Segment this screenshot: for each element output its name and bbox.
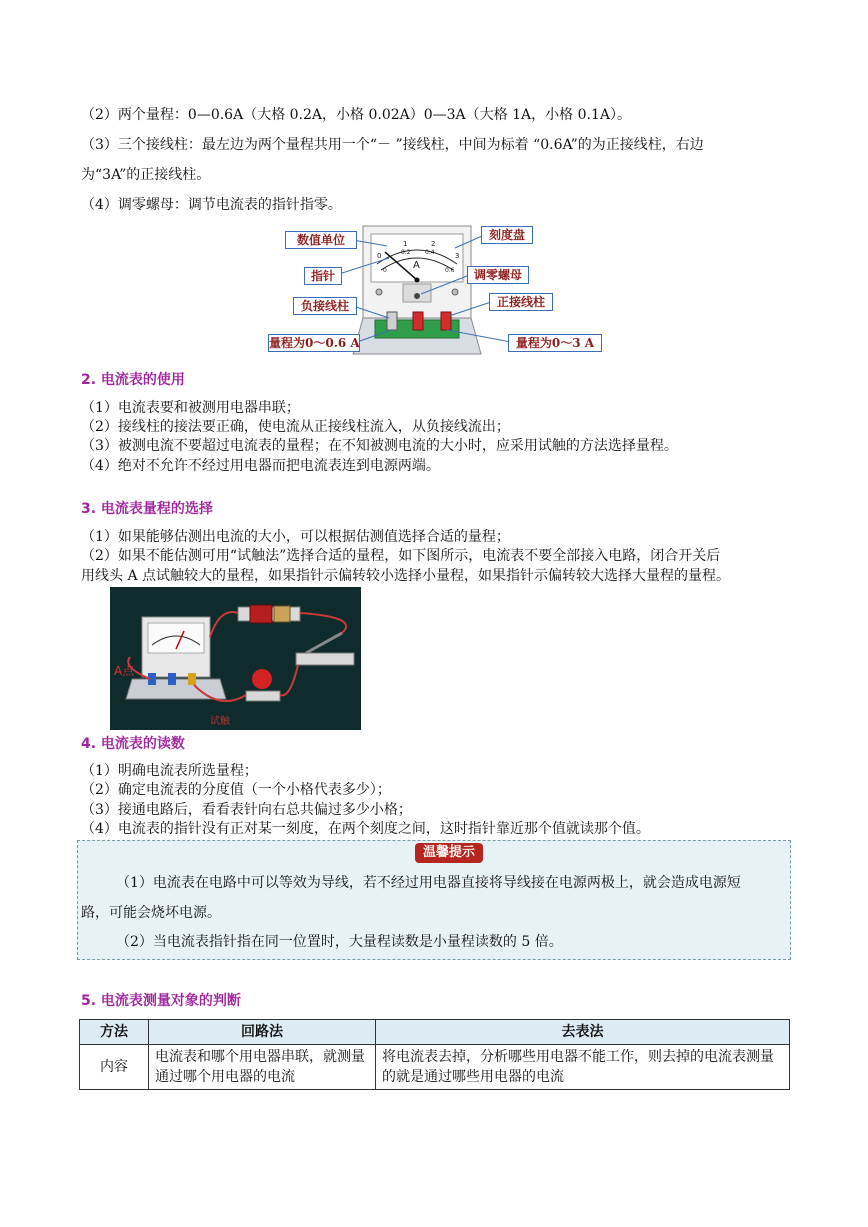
table-row-label: 内容 — [80, 1045, 149, 1090]
text-zero-nut: （4）调零螺母：调节电流表的指针指零。 — [81, 197, 342, 213]
tip-badge: 温馨提示 — [415, 843, 483, 863]
table-header: 回路法 — [149, 1020, 376, 1045]
tip-text: （1）电流表在电路中可以等效为导线，若不经过用电器直接将导线接在电源两极上，就会造成电源短 — [116, 875, 741, 891]
table-row — [80, 1045, 790, 1090]
label-point-a: A点 — [114, 664, 135, 678]
list-item: （4）电流表的指针没有正对某一刻度，在两个刻度之间，这时指针靠近那个值就读那个值。 — [81, 821, 650, 837]
table-header: 方法 — [80, 1020, 149, 1045]
text-three-terminals-cont: 为“3A”的正接线柱。 — [81, 167, 211, 183]
table-cell: 将电流表去掉，分析哪些用电器不能工作，则去掉的电流表测量的就是通过哪些用电器的电流 — [376, 1045, 790, 1090]
comparison-table — [79, 1019, 790, 1090]
trial-touch-circuit-photo — [110, 587, 361, 730]
list-item: 用线头 A 点试触较大的量程，如果指针示偏转较小选择小量程，如果指针示偏转较大选择大量程的量程。 — [81, 568, 731, 584]
section-heading-measure-target: 5. 电流表测量对象的判断 — [81, 993, 241, 1009]
neg-terminal-icon — [387, 312, 397, 330]
list-item: （3）接通电路后，看看表针向右总共偏过多少小格； — [81, 802, 412, 818]
text-three-terminals: （3）三个接线柱：最左边为两个量程共用一个“－ ”接线柱，中间为标着 “0.6A”的为正接线柱，右边 — [81, 137, 704, 153]
list-item: （1）如果能够估测出电流的大小，可以根据估测值选择合适的量程； — [81, 529, 510, 545]
dial-bottom-tick: 0.2 — [401, 249, 411, 256]
dial-top-tick: 2 — [431, 240, 436, 248]
tip-text: （2）当电流表指针指在同一位置时，大量程读数是小量程读数的 5 倍。 — [116, 934, 563, 950]
label-unit: 数值单位 — [285, 231, 357, 249]
list-item: （1）电流表要和被测用电器串联； — [81, 400, 300, 416]
mid-terminal-icon — [413, 312, 423, 330]
section-heading-reading: 4. 电流表的读数 — [81, 736, 185, 752]
list-item: （3）被测电流不要超过电流表的量程；在不知被测电流的大小时，应采用试触的方法选择量程。 — [81, 438, 678, 454]
dial-bottom-tick: 0.6 — [445, 267, 455, 274]
list-item: （2）接线柱的接法要正确，使电流从正接线柱流入，从负接线流出； — [81, 419, 510, 435]
table-header: 去表法 — [376, 1020, 790, 1045]
label-pos-terminal: 正接线柱 — [489, 293, 553, 311]
label-zero-nut: 调零螺母 — [467, 266, 529, 284]
dial-bottom-tick: 0.4 — [425, 249, 435, 256]
dial-unit: A — [413, 260, 420, 271]
dial-bottom-tick: 0 — [383, 267, 387, 274]
label-trial-touch: 试触 — [210, 716, 230, 727]
pos-terminal-icon — [441, 312, 451, 330]
section-heading-usage: 2. 电流表的使用 — [81, 372, 185, 388]
label-range-large: 量程为0～3 A — [508, 334, 602, 352]
text-two-ranges: （2）两个量程：0—0.6A（大格 0.2A，小格 0.02A）0—3A（大格 1A，小格 0.1A）。 — [81, 107, 631, 123]
label-pointer: 指针 — [304, 267, 342, 285]
zero-nut-icon — [414, 293, 420, 299]
list-item: （1）明确电流表所选量程； — [81, 763, 258, 779]
list-item: （2）如果不能估测可用“试触法”选择合适的量程，如下图所示，电流表不要全部接入电路，闭合开关后 — [81, 548, 721, 564]
dial-top-tick: 3 — [455, 252, 460, 260]
dial-top-tick: 0 — [377, 252, 382, 260]
label-neg-terminal: 负接线柱 — [293, 297, 357, 315]
section-heading-range-selection: 3. 电流表量程的选择 — [81, 501, 213, 517]
label-range-small: 量程为0～0.6 A — [269, 336, 360, 350]
label-dial: 刻度盘 — [481, 226, 533, 244]
table-cell: 电流表和哪个用电器串联，就测量通过哪个用电器的电流 — [149, 1045, 376, 1090]
list-item: （2）确定电流表的分度值（一个小格代表多少）； — [81, 782, 391, 798]
list-item: （4）绝对不允许不经过用电器而把电流表连到电源两端。 — [81, 458, 440, 474]
tip-text: 路，可能会烧坏电源。 — [81, 905, 221, 921]
dial-top-tick: 1 — [403, 240, 408, 248]
